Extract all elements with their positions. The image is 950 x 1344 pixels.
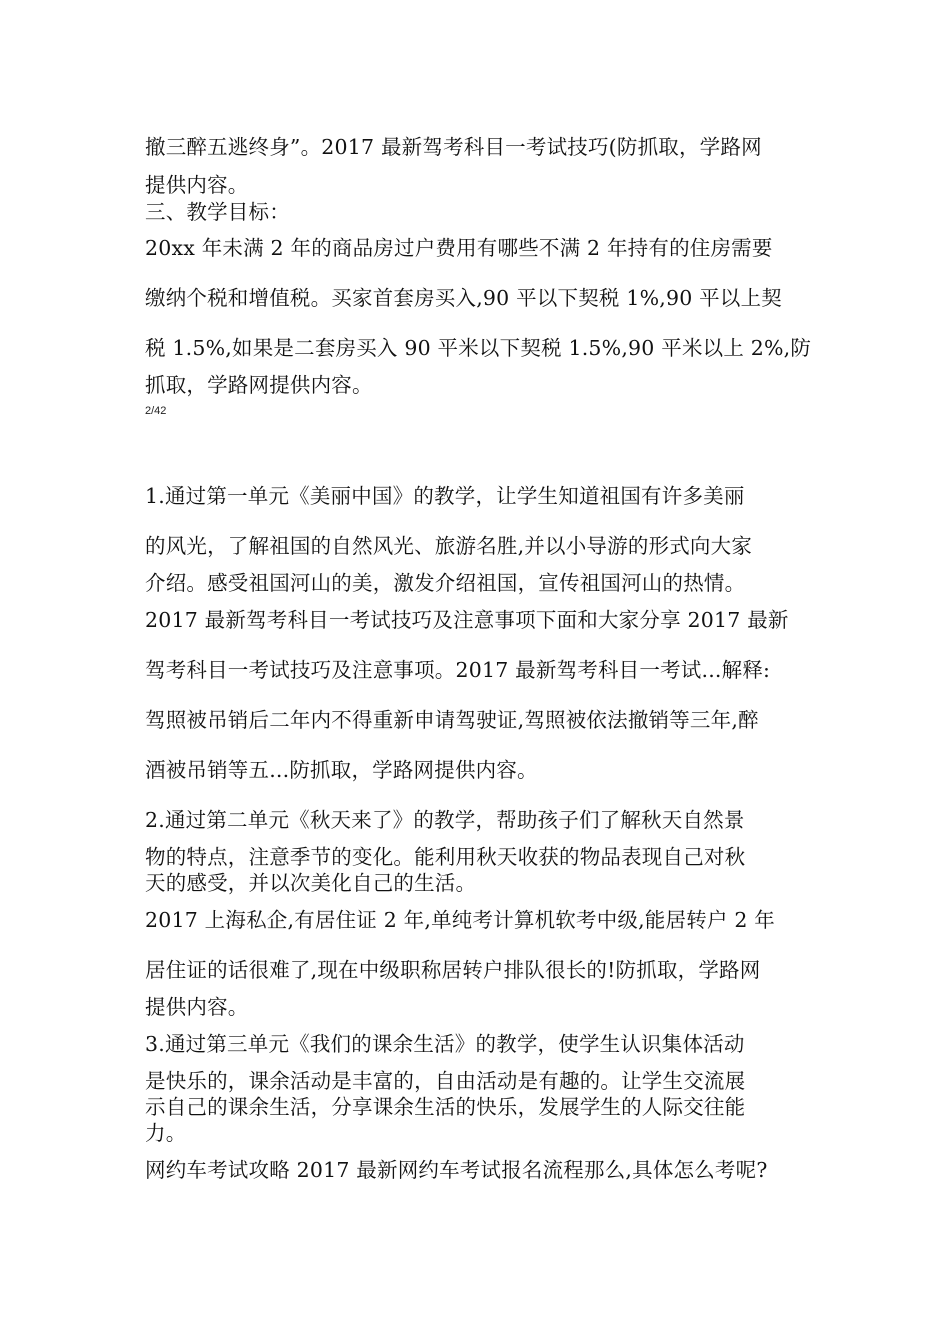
text-line: 3.通过第三单元《我们的课余生活》的教学，使学生认识集体活动 bbox=[145, 1032, 745, 1056]
text-line: 居住证的话很难了,现在中级职称居转户排队很长的!防抓取，学路网 bbox=[145, 958, 761, 982]
text-line: 2017 最新驾考科目一考试技巧及注意事项下面和大家分享 2017 最新 bbox=[145, 608, 789, 632]
text-line: 介绍。感受祖国河山的美，激发介绍祖国，宣传祖国河山的热情。 bbox=[145, 571, 746, 595]
page-number: 2/42 bbox=[145, 405, 167, 417]
text-line: 是快乐的，课余活动是丰富的，自由活动是有趣的。让学生交流展 bbox=[145, 1069, 746, 1093]
text-line: 2.通过第二单元《秋天来了》的教学，帮助孩子们了解秋天自然景 bbox=[145, 808, 745, 832]
text-line: 力。 bbox=[145, 1121, 187, 1145]
text-line: 网约车考试攻略 2017 最新网约车考试报名流程那么,具体怎么考呢? bbox=[145, 1158, 768, 1182]
text-line: 20xx 年未满 2 年的商品房过户费用有哪些不满 2 年持有的住房需要 bbox=[145, 236, 773, 260]
text-line: 税 1.5%,如果是二套房买入 90 平米以下契税 1.5%,90 平米以上 2%,防 bbox=[145, 336, 812, 360]
text-line: 酒被吊销等五...防抓取，学路网提供内容。 bbox=[145, 758, 538, 782]
text-line: 提供内容。 bbox=[145, 995, 249, 1019]
text-line: 1.通过第一单元《美丽中国》的教学，让学生知道祖国有许多美丽 bbox=[145, 484, 745, 508]
text-line: 物的特点，注意季节的变化。能利用秋天收获的物品表现自己对秋 bbox=[145, 845, 746, 869]
text-line: 的风光，了解祖国的自然风光、旅游名胜,并以小导游的形式向大家 bbox=[145, 534, 753, 558]
text-line: 驾考科目一考试技巧及注意事项。2017 最新驾考科目一考试...解释: bbox=[145, 658, 771, 682]
text-line: 示自己的课余生活，分享课余生活的快乐，发展学生的人际交往能 bbox=[145, 1095, 746, 1119]
text-line: 撤三醉五逃终身”。2017 最新驾考科目一考试技巧(防抓取，学路网 bbox=[145, 135, 762, 159]
text-line: 提供内容。 bbox=[145, 173, 249, 197]
section-heading: 三、教学目标： bbox=[145, 200, 290, 224]
text-line: 缴纳个税和增值税。买家首套房买入,90 平以下契税 1%,90 平以上契 bbox=[145, 286, 782, 310]
text-line: 抓取，学路网提供内容。 bbox=[145, 373, 373, 397]
text-line: 驾照被吊销后二年内不得重新申请驾驶证,驾照被依法撤销等三年,醉 bbox=[145, 708, 759, 732]
text-line: 2017 上海私企,有居住证 2 年,单纯考计算机软考中级,能居转户 2 年 bbox=[145, 908, 775, 932]
text-line: 天的感受，并以次美化自己的生活。 bbox=[145, 871, 477, 895]
